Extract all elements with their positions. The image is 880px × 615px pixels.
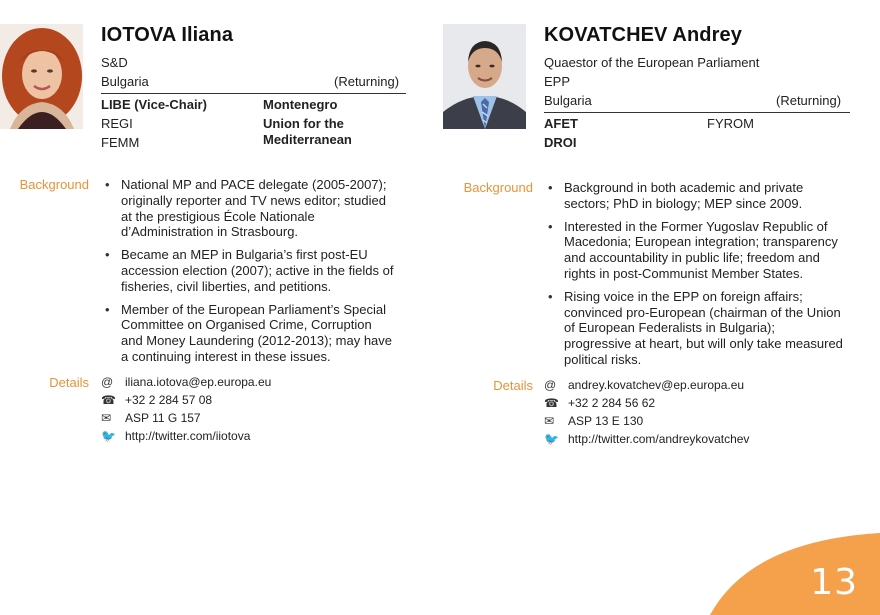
background-list: [105, 177, 395, 372]
status-returning: (Returning): [776, 93, 842, 108]
at-icon: @: [544, 378, 557, 392]
divider: [544, 112, 850, 113]
phone-row: [101, 391, 271, 409]
telephone-icon: ☎: [101, 393, 116, 407]
email-row[interactable]: [544, 376, 749, 394]
background-label: Background: [19, 177, 89, 192]
mep-name: IOTOVA Iliana: [101, 24, 234, 46]
committee-item: AFET: [544, 116, 578, 131]
twitter-bird-icon: 🐦: [544, 432, 559, 446]
committee-item: REGI: [101, 116, 133, 131]
committee-item: LIBE (Vice-Chair): [101, 97, 207, 112]
envelope-icon: ✉: [101, 411, 112, 425]
envelope-icon: ✉: [544, 414, 555, 428]
political-group: EPP: [544, 74, 571, 89]
office-address: ASP 11 G 157: [125, 411, 201, 425]
details-label: Details: [493, 378, 533, 393]
background-item: • Background in both academic and private sectors; PhD in biology; MEP since 2009.: [548, 180, 844, 212]
delegation-item: Union for the Mediterranean: [263, 116, 352, 147]
telephone-icon: ☎: [544, 396, 559, 410]
status-returning: (Returning): [334, 74, 400, 89]
mep-name: KOVATCHEV Andrey: [544, 24, 742, 46]
phone-number: +32 2 284 57 08: [125, 393, 213, 407]
twitter-row[interactable]: [101, 427, 271, 445]
background-item: • Became an MEP in Bulgaria’s first post-EU accession election (2007); active in the fields of fisheries, civil liberties, and petitions.: [105, 247, 395, 294]
political-group: S&D: [101, 55, 128, 70]
twitter-link[interactable]: http://twitter.com/andreykovatchev: [568, 432, 750, 446]
email-link[interactable]: andrey.kovatchev@ep.europa.eu: [568, 378, 745, 392]
background-item: • National MP and PACE delegate (2005-2007); originally reporter and TV news editor; studied at the prestigious École Nationale d’Administration in Strasbourg.: [105, 177, 395, 240]
delegation-item: FYROM: [707, 116, 754, 131]
background-label: Background: [463, 180, 533, 195]
phone-row: [544, 394, 749, 412]
country: Bulgaria: [544, 93, 592, 108]
phone-number: +32 2 284 56 62: [568, 396, 656, 410]
country: Bulgaria: [101, 74, 149, 89]
email-link[interactable]: iliana.iotova@ep.europa.eu: [125, 375, 272, 389]
email-row[interactable]: [101, 373, 271, 391]
contact-details: [101, 373, 271, 445]
office-row: [101, 409, 271, 427]
committee-item: DROI: [544, 135, 577, 150]
office-row: [544, 412, 749, 430]
twitter-link[interactable]: http://twitter.com/iiotova: [125, 429, 251, 443]
page-number: 13: [810, 562, 858, 603]
mep-profile-kovatchev: [443, 0, 863, 615]
contact-details: [544, 376, 749, 448]
twitter-bird-icon: 🐦: [101, 429, 116, 443]
role: Quaestor of the European Parliament: [544, 55, 760, 70]
background-item: • Interested in the Former Yugoslav Republic of Macedonia; European integration; transparency and accountability in public life; freedom and rights in post-Communist Member States.: [548, 219, 844, 282]
portrait-photo: [443, 24, 526, 129]
delegation-item: Montenegro: [263, 97, 338, 112]
mep-profile-iotova: [0, 0, 420, 615]
committee-item: FEMM: [101, 135, 140, 150]
at-icon: @: [101, 375, 114, 389]
background-item: • Member of the European Parliament’s Special Committee on Organised Crime, Corruption and Money Laundering (2012-2013); may have a continuing interest in these issues.: [105, 302, 395, 365]
background-list: [548, 180, 844, 375]
twitter-row[interactable]: [544, 430, 749, 448]
divider: [101, 93, 406, 94]
details-label: Details: [49, 375, 89, 390]
background-item: • Rising voice in the EPP on foreign affairs; convinced pro-European (chairman of the Union of European Federalists in Bulgaria); progressive at heart, but will only take measured political risks.: [548, 289, 844, 368]
office-address: ASP 13 E 130: [568, 414, 644, 428]
portrait-photo: [0, 24, 83, 129]
